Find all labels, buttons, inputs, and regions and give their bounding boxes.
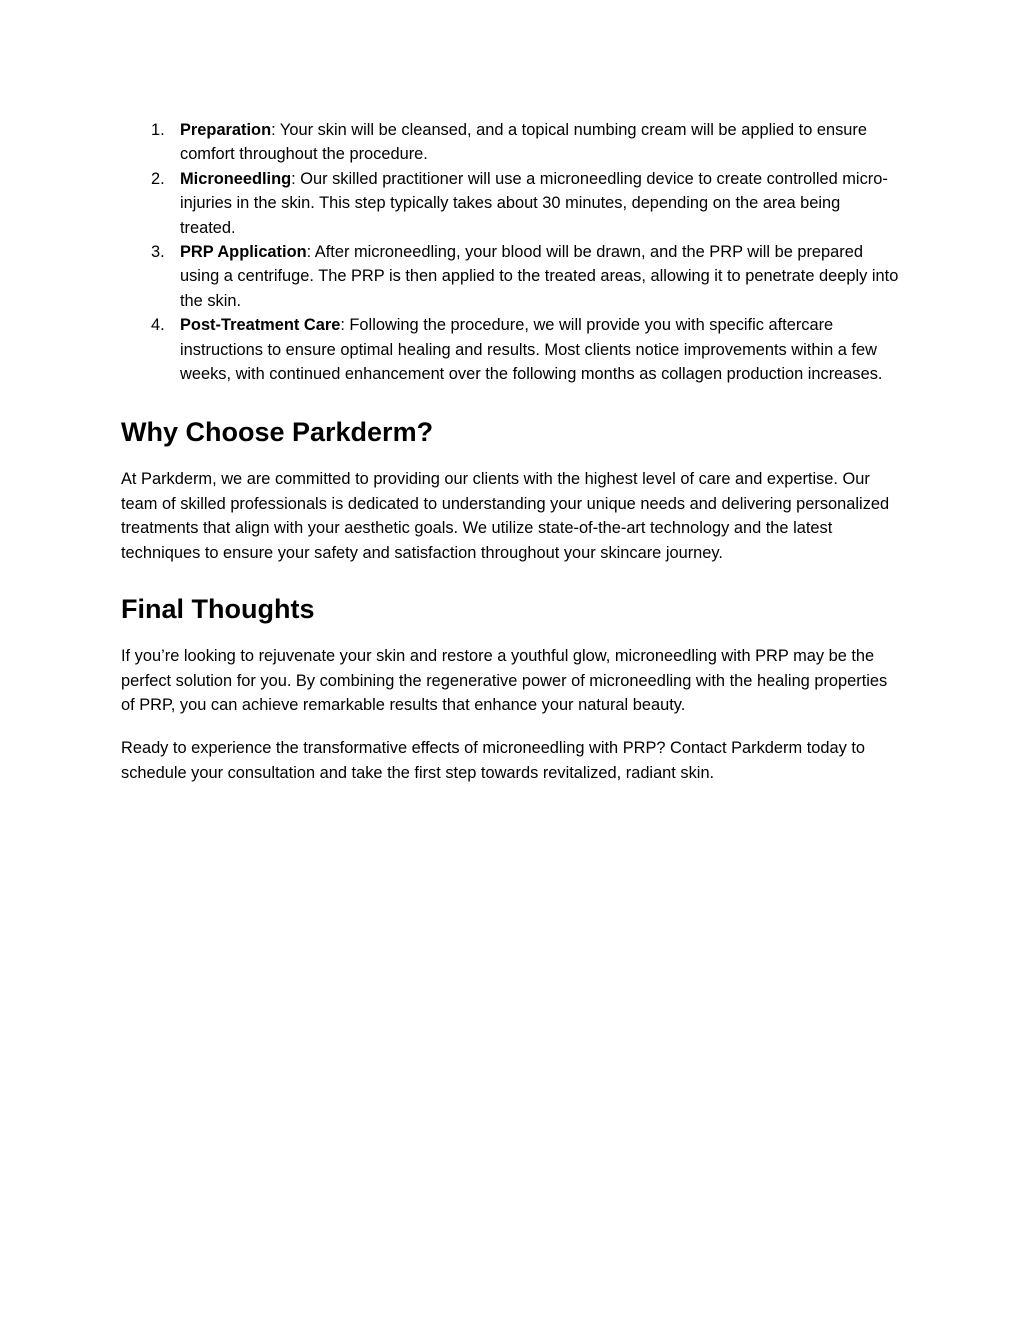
document-page: [121, 118, 899, 785]
list-item-text: : Your skin will be cleansed, and a topical numbing cream will be applied to ensure comfort throughout the procedure.: [180, 121, 867, 164]
list-item: [121, 118, 899, 167]
list-item-text: : Following the procedure, we will provide you with specific aftercare instructions to ensure optimal healing and results. Most clients notice improvements within a few weeks, with continued enhancement over the following months as collagen production increases.: [180, 316, 883, 384]
list-item-number: 4.: [151, 316, 165, 335]
list-item-text: : Our skilled practitioner will use a microneedling device to create controlled micro-injuries in the skin. This step typically takes about 30 minutes, depending on the area being treated.: [180, 169, 888, 237]
list-item: [121, 313, 899, 386]
why-choose-heading: Why Choose Parkderm?: [121, 417, 434, 448]
list-item-number: 2.: [151, 169, 165, 188]
procedure-steps-list: [121, 118, 899, 386]
list-item: [121, 240, 899, 313]
list-item-title: Preparation: [180, 121, 272, 139]
list-item-number: 1.: [151, 121, 165, 139]
why-choose-paragraph: At Parkderm, we are committed to providing our clients with the highest level of care and expertise. Our team of skilled professionals is dedicated to understanding your unique needs and delivering personalized treatments that align with your aesthetic goals. We utilize state-of-the-art technology and the latest techniques to ensure your safety and satisfaction throughout your skincare journey.: [121, 470, 890, 562]
final-thoughts-heading: Final Thoughts: [121, 594, 315, 625]
list-item-title: PRP Application: [180, 243, 307, 262]
list-item: [121, 167, 899, 240]
list-item-number: 3.: [151, 243, 165, 262]
list-item-title: Post-Treatment Care: [180, 316, 341, 335]
list-item-title: Microneedling: [180, 169, 292, 188]
final-thoughts-paragraph-1: If you’re looking to rejuvenate your skin and restore a youthful glow, microneedling with PRP may be the perfect solution for you. By combining the regenerative power of microneedling with the healing properties of PRP, you can achieve remarkable results that enhance your natural beauty.: [121, 647, 888, 714]
list-item-text: : After microneedling, your blood will be drawn, and the PRP will be prepared using a centrifuge. The PRP is then applied to the treated areas, allowing it to penetrate deeply into the skin.: [180, 243, 899, 310]
final-thoughts-paragraph-2: Ready to experience the transformative effects of microneedling with PRP? Contact Parkderm today to schedule your consultation and take the first step towards revitalized, radiant skin.: [121, 739, 866, 782]
